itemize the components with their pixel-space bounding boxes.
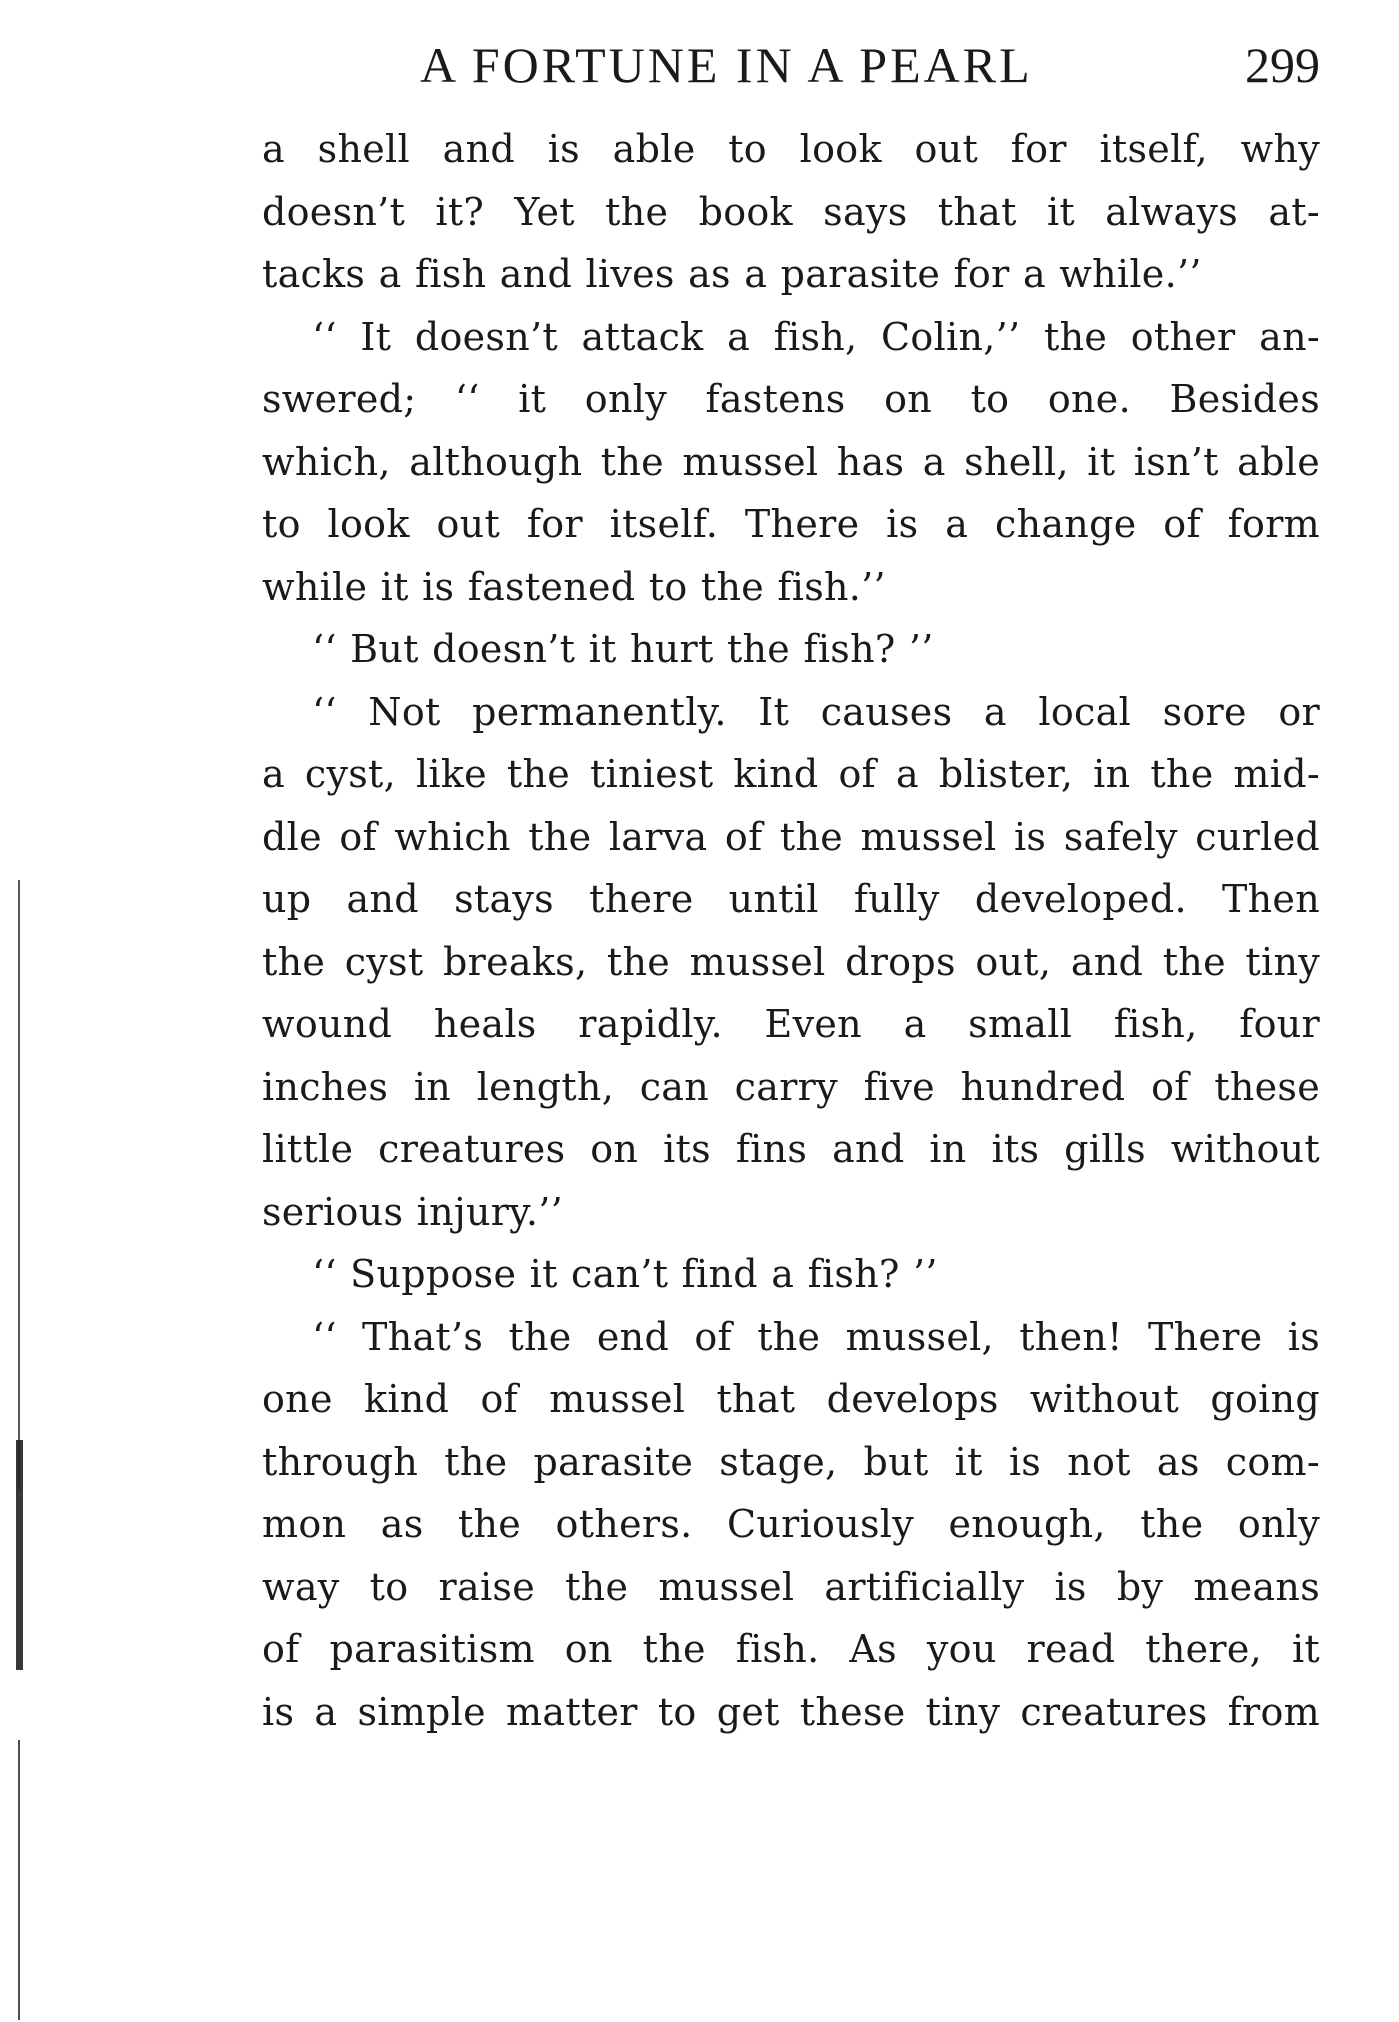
text-line: mon as the others. Curiously enough, the only	[262, 1502, 1320, 1546]
text-line: ‘‘ But doesn’t it hurt the fish? ’’	[312, 627, 934, 671]
text-line: serious injury.’’	[262, 1189, 564, 1234]
text-line: to look out for itself. There is a change of form	[262, 502, 1320, 546]
text-line: which, although the mussel has a shell, it isn’t able	[262, 439, 1320, 484]
text-line: dle of which the larva of the mussel is safely curled	[262, 814, 1320, 859]
text-line: while it is fastened to the fish.’’	[262, 564, 886, 609]
text-line: doesn’t it? Yet the book says that it always at-	[262, 189, 1320, 234]
text-line: of parasitism on the fish. As you read there, it	[262, 1627, 1320, 1671]
page-number: 299	[1245, 37, 1320, 93]
text-line: inches in length, can carry five hundred of these	[262, 1064, 1320, 1109]
text-line: little creatures on its fins and in its gills without	[262, 1127, 1320, 1171]
running-head	[420, 30, 1320, 100]
scan-margin-mark	[18, 1740, 20, 2020]
text-line: is a simple matter to get these tiny creatures from	[262, 1689, 1320, 1734]
text-line: swered; ‘‘ it only fastens on to one. Besides	[262, 377, 1320, 421]
text-line: ‘‘ It doesn’t attack a fish, Colin,’’ the other an-	[312, 314, 1320, 359]
text-line: the cyst breaks, the mussel drops out, and the tiny	[262, 939, 1320, 984]
text-line: ‘‘ Not permanently. It causes a local sore or	[312, 689, 1320, 734]
scan-margin-mark	[16, 1440, 23, 1670]
text-line: up and stays there until fully developed. Then	[262, 877, 1320, 921]
text-line: through the parasite stage, but it is not as com-	[262, 1439, 1320, 1484]
text-line: ‘‘ That’s the end of the mussel, then! There is	[312, 1314, 1320, 1359]
text-line: a cyst, like the tiniest kind of a blister, in the mid-	[262, 752, 1320, 796]
text-line: a shell and is able to look out for itself, why	[262, 127, 1320, 171]
text-line: way to raise the mussel artificially is by means	[262, 1564, 1320, 1609]
running-title: A FORTUNE IN A PEARL	[420, 37, 1033, 93]
text-line: one kind of mussel that develops without going	[262, 1377, 1320, 1421]
text-line: tacks a fish and lives as a parasite for a while.’’	[262, 252, 1202, 296]
text-line: wound heals rapidly. Even a small fish, four	[262, 1002, 1320, 1046]
scan-margin-mark	[18, 880, 20, 1490]
body-text	[262, 118, 1320, 1743]
text-line: ‘‘ Suppose it can’t find a fish? ’’	[312, 1252, 938, 1296]
